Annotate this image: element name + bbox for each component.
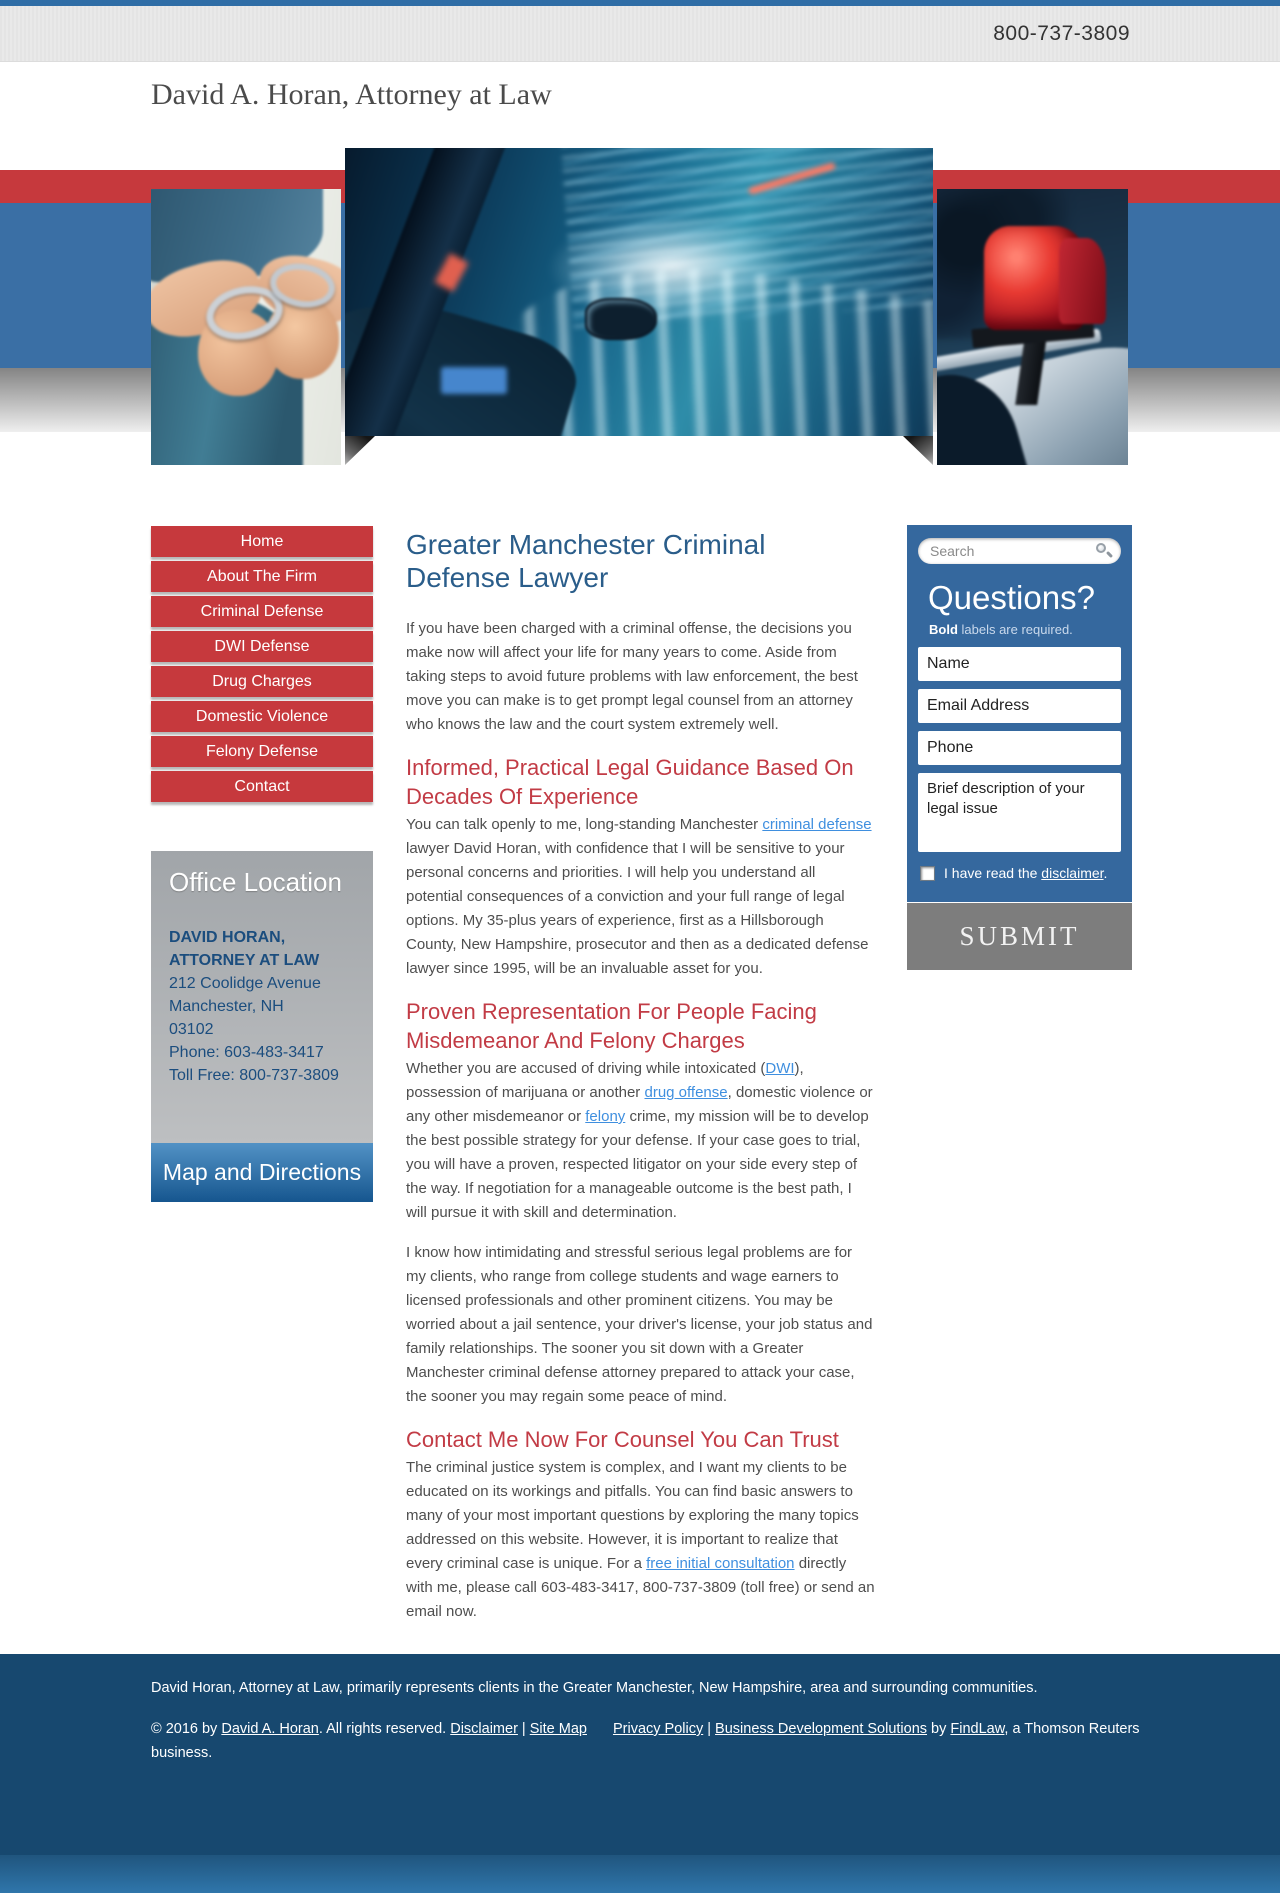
free-initial-consultation-link[interactable]: free initial consultation [646, 1555, 795, 1572]
phone-field[interactable] [918, 731, 1121, 765]
hero-image-handcuffs [151, 189, 341, 465]
sidebar-item-contact[interactable]: Contact [151, 771, 373, 802]
office-address-line: 212 Coolidge Avenue [169, 975, 321, 992]
footer-bottom-strip [0, 1855, 1280, 1893]
office-address-line: Manchester, NH [169, 998, 284, 1015]
office-location-title: Office Location [169, 867, 342, 897]
form-fields [918, 647, 1121, 765]
office-address-line: 03102 [169, 1021, 214, 1038]
text: lawyer David Horan, with confidence that I will be sensitive to your personal concerns and priorities. I will help you understand all potential consequences of a conviction and your full range of legal options. My 35-plus years of experience, first as a Hillsborough County, New Hampshire, prosecutor and then as a dedicated defense lawyer since 1995, will be an invaluable asset for you. [406, 840, 869, 977]
name-field[interactable] [918, 647, 1121, 681]
site-map-link[interactable]: Site Map [529, 1721, 587, 1737]
office-address [169, 972, 355, 1087]
questions-form-box [907, 525, 1132, 902]
office-address-line: Toll Free: 800-737-3809 [169, 1067, 339, 1084]
main-content [406, 528, 876, 1640]
sidebar-item-home[interactable]: Home [151, 526, 373, 557]
text: Whether you are accused of driving while intoxicated ( [406, 1060, 766, 1077]
phone-number: 800-737-3809 [993, 22, 1130, 45]
map-and-directions-button[interactable]: Map and Directions [151, 1143, 373, 1202]
footer-service-area: David Horan, Attorney at Law, primarily represents clients in the Greater Manchester, New Hampshire, area and surrounding communities. [151, 1680, 1038, 1696]
felony-link[interactable]: felony [585, 1108, 626, 1125]
disclaimer-link[interactable]: Disclaimer [450, 1721, 518, 1737]
sidebar-item-domestic-violence[interactable]: Domestic Violence [151, 701, 373, 732]
text: by [927, 1721, 951, 1737]
photo-corner-shadow [345, 436, 375, 465]
photo-corner-shadow [903, 436, 933, 465]
text: The criminal justice system is complex, and I want my clients to be educated on its workings and pitfalls. You can find basic answers to many of your most important questions by exploring the many topics addressed on this website. However, it is important to realize that every criminal case is unique. For a [406, 1459, 859, 1572]
sidebar-item-drug-charges[interactable]: Drug Charges [151, 666, 373, 697]
text: If you have been charged with a criminal offense, the decisions you make now will affect your life for many years to come. Aside from taking steps to avoid future problems with law enforcement, the best move you can make is to get prompt legal counsel from an attorney who knows the law and the court system extremely well. [406, 620, 858, 733]
intro-paragraph [406, 617, 876, 737]
footer-copyright [151, 1717, 1151, 1765]
sidebar-item-felony-defense[interactable]: Felony Defense [151, 736, 373, 767]
footer [0, 1654, 1280, 1893]
required-note: Bold labels are required. [929, 622, 1073, 637]
disclaimer-link[interactable]: disclaimer [1041, 865, 1104, 881]
hero-image-police-beacon [937, 189, 1128, 465]
search-icon[interactable] [1096, 543, 1112, 559]
section-heading: Contact Me Now For Counsel You Can Trust [406, 1427, 839, 1452]
body-paragraph [406, 1057, 876, 1225]
sidebar-nav [151, 526, 373, 806]
findlaw-link[interactable]: FindLaw [950, 1721, 1005, 1737]
search-box [918, 538, 1121, 564]
office-location-box [151, 851, 373, 1143]
text: directly with me, please call 603-483-3417, 800-737-3809 (toll free) or send an email now. [406, 1555, 875, 1620]
body-paragraph [406, 1456, 876, 1624]
main-sections [406, 753, 876, 1624]
drug-offense-link[interactable]: drug offense [644, 1084, 728, 1101]
text: You can talk openly to me, long-standing Manchester [406, 816, 763, 833]
text: © 2016 by [151, 1721, 222, 1737]
questions-heading: Questions? [928, 579, 1095, 616]
disclaimer-row [920, 865, 1121, 881]
sidebar-item-criminal-defense[interactable]: Criminal Defense [151, 596, 373, 627]
sidebar-item-about-the-firm[interactable]: About The Firm [151, 561, 373, 592]
submit-button[interactable]: SUBMIT [907, 903, 1132, 970]
body-paragraph [406, 1241, 876, 1409]
text: . All rights reserved. [318, 1721, 451, 1737]
criminal-defense-link[interactable]: criminal defense [762, 816, 872, 833]
text: | [517, 1721, 530, 1737]
disclaimer-label: I have read the disclaimer. [944, 865, 1108, 881]
office-address-line: Phone: 603-483-3417 [169, 1044, 324, 1061]
email-address-field[interactable] [918, 689, 1121, 723]
body-paragraph [406, 813, 876, 981]
hero-image-night-driving [345, 148, 933, 436]
disclaimer-checkbox[interactable] [920, 866, 935, 881]
david-a-horan-link[interactable]: David A. Horan [221, 1721, 319, 1737]
search-input[interactable] [930, 540, 1085, 562]
section-heading: Proven Representation For People Facing Misdemeanor And Felony Charges [406, 999, 817, 1053]
business-development-solutions-link[interactable]: Business Development Solutions [715, 1721, 928, 1737]
text: , a Thomson Reuters business. [151, 1721, 1140, 1761]
legal-issue-textarea[interactable] [918, 773, 1121, 852]
firm-name-title: David A. Horan, Attorney at Law [151, 78, 552, 111]
sidebar-item-dwi-defense[interactable]: DWI Defense [151, 631, 373, 662]
page-title: Greater Manchester Criminal Defense Lawyer [406, 529, 766, 593]
dwi-link[interactable]: DWI [765, 1060, 795, 1077]
section-heading: Informed, Practical Legal Guidance Based On Decades Of Experience [406, 755, 854, 809]
text: ), possession of marijuana or another [406, 1060, 804, 1101]
phone-bar [0, 6, 1280, 62]
text: I know how intimidating and stressful serious legal problems are for my clients, who range from college students and wage earners to licensed professionals and other prominent citizens. You may be worried about a jail sentence, your driver's license, your job status and family relationships. The sooner you sit down with a Greater Manchester criminal defense attorney prepared to attack your case, the sooner you may regain some peace of mind. [406, 1244, 873, 1405]
office-firm-name-line2: ATTORNEY AT LAW [169, 952, 320, 969]
office-firm-name-line1: DAVID HORAN, [169, 929, 286, 946]
text: | [703, 1721, 716, 1737]
privacy-policy-link[interactable]: Privacy Policy [612, 1721, 704, 1737]
text: crime, my mission will be to develop the best possible strategy for your defense. If your case goes to trial, you will have a proven, respected litigator on your side every step of the way. If negotiation for a manageable outcome is the best path, I will pursue it with skill and determination. [406, 1108, 869, 1221]
text: , domestic violence or any other misdemeanor or [406, 1084, 873, 1125]
